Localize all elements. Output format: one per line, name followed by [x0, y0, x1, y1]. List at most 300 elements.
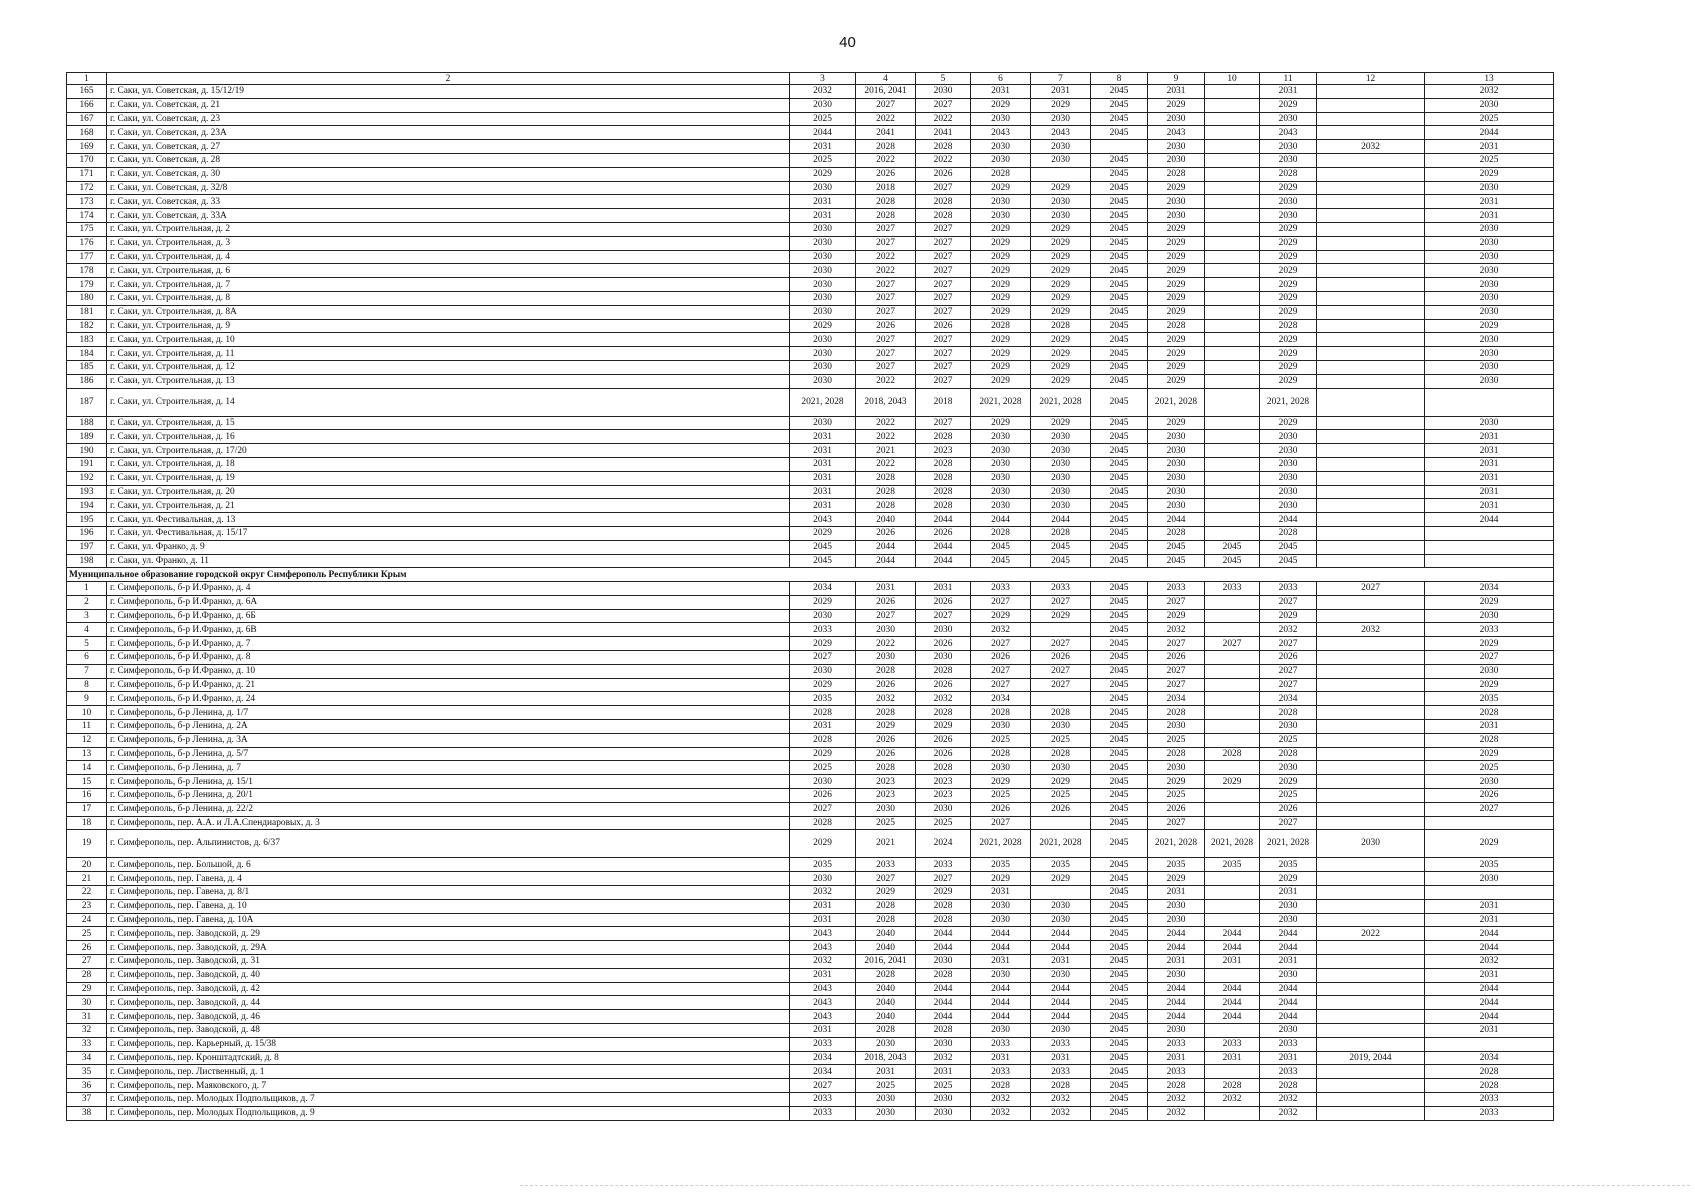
table-row — [67, 1092, 1554, 1106]
year-cell-col-13: 2031 — [1425, 1024, 1554, 1038]
year-cell-col-10 — [1205, 1106, 1260, 1120]
year-cell-col-11: 2030 — [1260, 209, 1317, 223]
row-number-cell: 193 — [67, 485, 107, 499]
year-cell-col-8: 2045 — [1091, 802, 1148, 816]
year-cell-col-5: 2028 — [916, 706, 971, 720]
table-row — [67, 333, 1554, 347]
year-cell-col-12 — [1317, 872, 1425, 886]
table-row — [67, 720, 1554, 734]
year-cell-col-7 — [1031, 692, 1091, 706]
year-cell-col-6: 2030 — [971, 112, 1031, 126]
year-cell-col-4: 2026 — [856, 167, 916, 181]
year-cell-col-8: 2045 — [1091, 85, 1148, 99]
year-cell-col-6: 2029 — [971, 264, 1031, 278]
year-cell-col-6: 2044 — [971, 1010, 1031, 1024]
year-cell-col-13: 2030 — [1425, 360, 1554, 374]
year-cell-col-4: 2044 — [856, 540, 916, 554]
year-cell-col-4: 2022 — [856, 416, 916, 430]
year-cell-col-3: 2035 — [790, 858, 856, 872]
year-cell-col-4: 2021 — [856, 830, 916, 858]
year-cell-col-6: 2029 — [971, 775, 1031, 789]
year-cell-col-3: 2031 — [790, 140, 856, 154]
year-cell-col-9: 2028 — [1148, 1079, 1205, 1093]
year-cell-col-13: 2044 — [1425, 996, 1554, 1010]
year-cell-col-13 — [1425, 886, 1554, 900]
year-cell-col-5: 2044 — [916, 927, 971, 941]
year-cell-col-12 — [1317, 913, 1425, 927]
address-cell: г. Саки, ул. Строительная, д. 18 — [107, 457, 790, 471]
year-cell-col-8: 2045 — [1091, 153, 1148, 167]
year-cell-col-5: 2030 — [916, 955, 971, 969]
year-cell-col-7: 2030 — [1031, 471, 1091, 485]
year-cell-col-12 — [1317, 761, 1425, 775]
year-cell-col-13: 2030 — [1425, 250, 1554, 264]
year-cell-col-6: 2044 — [971, 941, 1031, 955]
year-cell-col-10 — [1205, 1024, 1260, 1038]
table-row — [67, 582, 1554, 596]
year-cell-col-6: 2029 — [971, 181, 1031, 195]
year-cell-col-6: 2029 — [971, 278, 1031, 292]
year-cell-col-5: 2023 — [916, 775, 971, 789]
year-cell-col-6: 2033 — [971, 582, 1031, 596]
year-cell-col-10 — [1205, 167, 1260, 181]
year-cell-col-5: 2032 — [916, 692, 971, 706]
year-cell-col-4: 2027 — [856, 236, 916, 250]
year-cell-col-3: 2031 — [790, 457, 856, 471]
column-header: 5 — [916, 73, 971, 85]
column-header: 6 — [971, 73, 1031, 85]
row-number-cell: 171 — [67, 167, 107, 181]
year-cell-col-9: 2030 — [1148, 720, 1205, 734]
address-cell: г. Саки, ул. Строительная, д. 14 — [107, 388, 790, 416]
year-cell-col-8: 2045 — [1091, 609, 1148, 623]
year-cell-col-5: 2044 — [916, 941, 971, 955]
year-cell-col-3: 2030 — [790, 250, 856, 264]
year-cell-col-11: 2032 — [1260, 1092, 1317, 1106]
year-cell-col-3: 2031 — [790, 209, 856, 223]
year-cell-col-11: 2031 — [1260, 886, 1317, 900]
row-number-cell: 186 — [67, 374, 107, 388]
year-cell-col-11: 2030 — [1260, 471, 1317, 485]
row-number-cell: 11 — [67, 720, 107, 734]
year-cell-col-7: 2029 — [1031, 236, 1091, 250]
year-cell-col-12 — [1317, 209, 1425, 223]
year-cell-col-13: 2030 — [1425, 305, 1554, 319]
table-row — [67, 471, 1554, 485]
row-number-cell: 27 — [67, 955, 107, 969]
row-number-cell: 182 — [67, 319, 107, 333]
year-cell-col-9: 2044 — [1148, 996, 1205, 1010]
year-cell-col-5: 2027 — [916, 181, 971, 195]
table-row — [67, 140, 1554, 154]
year-cell-col-10 — [1205, 195, 1260, 209]
row-number-cell: 178 — [67, 264, 107, 278]
year-cell-col-5: 2030 — [916, 1092, 971, 1106]
year-cell-col-8: 2045 — [1091, 941, 1148, 955]
year-cell-col-13: 2030 — [1425, 236, 1554, 250]
year-cell-col-9: 2030 — [1148, 444, 1205, 458]
year-cell-col-13: 2031 — [1425, 430, 1554, 444]
year-cell-col-9: 2027 — [1148, 595, 1205, 609]
year-cell-col-12 — [1317, 706, 1425, 720]
year-cell-col-7: 2030 — [1031, 209, 1091, 223]
row-number-cell: 36 — [67, 1079, 107, 1093]
year-cell-col-6: 2034 — [971, 692, 1031, 706]
year-cell-col-7: 2031 — [1031, 1051, 1091, 1065]
year-cell-col-3: 2043 — [790, 927, 856, 941]
year-cell-col-7: 2030 — [1031, 1024, 1091, 1038]
year-cell-col-7: 2027 — [1031, 595, 1091, 609]
year-cell-col-6: 2028 — [971, 526, 1031, 540]
year-cell-col-7: 2029 — [1031, 609, 1091, 623]
year-cell-col-8: 2045 — [1091, 816, 1148, 830]
year-cell-col-6: 2028 — [971, 706, 1031, 720]
year-cell-col-13: 2031 — [1425, 485, 1554, 499]
year-cell-col-8: 2045 — [1091, 236, 1148, 250]
year-cell-col-4: 2026 — [856, 747, 916, 761]
year-cell-col-7: 2029 — [1031, 98, 1091, 112]
year-cell-col-7: 2026 — [1031, 651, 1091, 665]
year-cell-col-4: 2030 — [856, 802, 916, 816]
year-cell-col-5: 2027 — [916, 416, 971, 430]
column-header: 3 — [790, 73, 856, 85]
year-cell-col-9: 2030 — [1148, 968, 1205, 982]
year-cell-col-6: 2028 — [971, 319, 1031, 333]
table-row — [67, 664, 1554, 678]
year-cell-col-11: 2029 — [1260, 250, 1317, 264]
year-cell-col-3: 2031 — [790, 1024, 856, 1038]
address-cell: г. Симферополь, б-р И.Франко, д. 6В — [107, 623, 790, 637]
address-cell: г. Симферополь, б-р Ленина, д. 22/2 — [107, 802, 790, 816]
year-cell-col-8: 2045 — [1091, 181, 1148, 195]
year-cell-col-12 — [1317, 996, 1425, 1010]
year-cell-col-3: 2031 — [790, 444, 856, 458]
row-number-cell: 1 — [67, 582, 107, 596]
table-row — [67, 706, 1554, 720]
address-cell: г. Симферополь, б-р И.Франко, д. 24 — [107, 692, 790, 706]
table-row — [67, 830, 1554, 858]
year-cell-col-13: 2029 — [1425, 319, 1554, 333]
year-cell-col-6: 2028 — [971, 747, 1031, 761]
row-number-cell: 177 — [67, 250, 107, 264]
year-cell-col-7: 2044 — [1031, 927, 1091, 941]
row-number-cell: 37 — [67, 1092, 107, 1106]
year-cell-col-10 — [1205, 278, 1260, 292]
year-cell-col-5: 2032 — [916, 1051, 971, 1065]
year-cell-col-7: 2025 — [1031, 789, 1091, 803]
year-cell-col-10: 2028 — [1205, 747, 1260, 761]
year-cell-col-3: 2026 — [790, 789, 856, 803]
table-row — [67, 499, 1554, 513]
year-cell-col-9: 2029 — [1148, 250, 1205, 264]
row-number-cell: 167 — [67, 112, 107, 126]
year-cell-col-13: 2044 — [1425, 1010, 1554, 1024]
year-cell-col-11: 2029 — [1260, 98, 1317, 112]
year-cell-col-6: 2029 — [971, 609, 1031, 623]
year-cell-col-5: 2027 — [916, 347, 971, 361]
year-cell-col-13: 2027 — [1425, 651, 1554, 665]
year-cell-col-8: 2045 — [1091, 775, 1148, 789]
year-cell-col-5: 2030 — [916, 1106, 971, 1120]
year-cell-col-10 — [1205, 526, 1260, 540]
year-cell-col-13: 2028 — [1425, 1079, 1554, 1093]
year-cell-col-10 — [1205, 250, 1260, 264]
year-cell-col-10 — [1205, 789, 1260, 803]
year-cell-col-5: 2023 — [916, 789, 971, 803]
year-cell-col-6: 2028 — [971, 1079, 1031, 1093]
year-cell-col-7: 2029 — [1031, 416, 1091, 430]
year-cell-col-4: 2022 — [856, 374, 916, 388]
year-cell-col-9: 2034 — [1148, 692, 1205, 706]
table-row — [67, 416, 1554, 430]
row-number-cell: 175 — [67, 222, 107, 236]
year-cell-col-3: 2029 — [790, 637, 856, 651]
year-cell-col-4: 2028 — [856, 209, 916, 223]
year-cell-col-9: 2029 — [1148, 291, 1205, 305]
year-cell-col-5: 2027 — [916, 250, 971, 264]
year-cell-col-12 — [1317, 664, 1425, 678]
year-cell-col-13: 2031 — [1425, 471, 1554, 485]
year-cell-col-7: 2028 — [1031, 706, 1091, 720]
year-cell-col-10 — [1205, 706, 1260, 720]
row-number-cell: 9 — [67, 692, 107, 706]
year-cell-col-3: 2043 — [790, 1010, 856, 1024]
row-number-cell: 197 — [67, 540, 107, 554]
table-row — [67, 374, 1554, 388]
address-cell: г. Симферополь, пер. Карьерный, д. 15/38 — [107, 1037, 790, 1051]
year-cell-col-6: 2031 — [971, 886, 1031, 900]
year-cell-col-10 — [1205, 209, 1260, 223]
year-cell-col-5: 2041 — [916, 126, 971, 140]
year-cell-col-10 — [1205, 1065, 1260, 1079]
section-header-row — [67, 568, 1554, 582]
year-cell-col-11: 2029 — [1260, 333, 1317, 347]
year-cell-col-8: 2045 — [1091, 678, 1148, 692]
year-cell-col-7: 2035 — [1031, 858, 1091, 872]
year-cell-col-9: 2029 — [1148, 222, 1205, 236]
year-cell-col-5: 2027 — [916, 291, 971, 305]
year-cell-col-3: 2031 — [790, 499, 856, 513]
year-cell-col-11: 2031 — [1260, 955, 1317, 969]
year-cell-col-9: 2030 — [1148, 499, 1205, 513]
year-cell-col-6: 2030 — [971, 153, 1031, 167]
year-cell-col-9: 2045 — [1148, 540, 1205, 554]
year-cell-col-9: 2029 — [1148, 305, 1205, 319]
year-cell-col-7: 2030 — [1031, 899, 1091, 913]
year-cell-col-10: 2045 — [1205, 554, 1260, 568]
year-cell-col-7: 2044 — [1031, 941, 1091, 955]
year-cell-col-6: 2030 — [971, 761, 1031, 775]
year-cell-col-3: 2030 — [790, 872, 856, 886]
address-cell: г. Саки, ул. Франко, д. 9 — [107, 540, 790, 554]
year-cell-col-13: 2031 — [1425, 720, 1554, 734]
address-cell: г. Симферополь, пер. Заводской, д. 48 — [107, 1024, 790, 1038]
year-cell-col-8: 2045 — [1091, 692, 1148, 706]
year-cell-col-13: 2034 — [1425, 1051, 1554, 1065]
year-cell-col-10 — [1205, 651, 1260, 665]
year-cell-col-6: 2033 — [971, 1037, 1031, 1051]
year-cell-col-10: 2033 — [1205, 582, 1260, 596]
year-cell-col-10 — [1205, 416, 1260, 430]
year-cell-col-13: 2033 — [1425, 1106, 1554, 1120]
year-cell-col-10 — [1205, 222, 1260, 236]
year-cell-col-12 — [1317, 747, 1425, 761]
address-cell: г. Симферополь, б-р Ленина, д. 20/1 — [107, 789, 790, 803]
address-cell: г. Симферополь, пер. Лиственный, д. 1 — [107, 1065, 790, 1079]
year-cell-col-9: 2031 — [1148, 886, 1205, 900]
row-number-cell: 169 — [67, 140, 107, 154]
year-cell-col-13: 2029 — [1425, 830, 1554, 858]
table-row — [67, 872, 1554, 886]
year-cell-col-8: 2045 — [1091, 982, 1148, 996]
year-cell-col-5: 2026 — [916, 747, 971, 761]
year-cell-col-11: 2044 — [1260, 1010, 1317, 1024]
year-cell-col-13: 2029 — [1425, 595, 1554, 609]
year-cell-col-8: 2045 — [1091, 955, 1148, 969]
year-cell-col-8: 2045 — [1091, 1024, 1148, 1038]
year-cell-col-3: 2045 — [790, 554, 856, 568]
section-title: Муниципальное образование городской округ Симферополь Республики Крым — [67, 568, 1554, 582]
year-cell-col-11: 2027 — [1260, 637, 1317, 651]
column-header: 8 — [1091, 73, 1148, 85]
address-cell: г. Симферополь, пер. Альпинистов, д. 6/37 — [107, 830, 790, 858]
year-cell-col-8: 2045 — [1091, 264, 1148, 278]
year-cell-col-10: 2035 — [1205, 858, 1260, 872]
year-cell-col-10 — [1205, 872, 1260, 886]
year-cell-col-4: 2027 — [856, 609, 916, 623]
year-cell-col-8 — [1091, 140, 1148, 154]
address-cell: г. Саки, ул. Строительная, д. 4 — [107, 250, 790, 264]
year-cell-col-12 — [1317, 278, 1425, 292]
year-cell-col-4: 2027 — [856, 305, 916, 319]
year-cell-col-13: 2029 — [1425, 678, 1554, 692]
year-cell-col-11: 2029 — [1260, 291, 1317, 305]
year-cell-col-8: 2045 — [1091, 830, 1148, 858]
year-cell-col-12 — [1317, 540, 1425, 554]
year-cell-col-6: 2032 — [971, 623, 1031, 637]
year-cell-col-11: 2027 — [1260, 664, 1317, 678]
address-cell: г. Симферополь, пер. Заводской, д. 29 — [107, 927, 790, 941]
table-row — [67, 1010, 1554, 1024]
address-cell: г. Саки, ул. Строительная, д. 16 — [107, 430, 790, 444]
row-number-cell: 190 — [67, 444, 107, 458]
year-cell-col-3: 2045 — [790, 540, 856, 554]
year-cell-col-5: 2023 — [916, 444, 971, 458]
address-cell: г. Саки, ул. Строительная, д. 13 — [107, 374, 790, 388]
year-cell-col-11: 2030 — [1260, 195, 1317, 209]
table-row — [67, 278, 1554, 292]
address-cell: г. Симферополь, пер. Заводской, д. 46 — [107, 1010, 790, 1024]
year-cell-col-5: 2027 — [916, 360, 971, 374]
address-cell: г. Симферополь, б-р Ленина, д. 15/1 — [107, 775, 790, 789]
table-row — [67, 264, 1554, 278]
year-cell-col-8: 2045 — [1091, 706, 1148, 720]
address-cell: г. Саки, ул. Строительная, д. 12 — [107, 360, 790, 374]
address-cell: г. Симферополь, пер. Гавена, д. 10 — [107, 899, 790, 913]
year-cell-col-3: 2030 — [790, 291, 856, 305]
year-cell-col-3: 2033 — [790, 623, 856, 637]
table-row — [67, 1037, 1554, 1051]
table-row — [67, 747, 1554, 761]
year-cell-col-5: 2027 — [916, 222, 971, 236]
year-cell-col-7: 2031 — [1031, 955, 1091, 969]
table-body — [67, 73, 1554, 1121]
year-cell-col-7: 2030 — [1031, 195, 1091, 209]
table-row — [67, 526, 1554, 540]
year-cell-col-8: 2045 — [1091, 347, 1148, 361]
year-cell-col-6: 2030 — [971, 499, 1031, 513]
year-cell-col-13: 2030 — [1425, 664, 1554, 678]
year-cell-col-5: 2024 — [916, 830, 971, 858]
year-cell-col-9: 2045 — [1148, 554, 1205, 568]
year-cell-col-12 — [1317, 333, 1425, 347]
year-cell-col-10 — [1205, 319, 1260, 333]
year-cell-col-3: 2043 — [790, 996, 856, 1010]
year-cell-col-12 — [1317, 291, 1425, 305]
year-cell-col-11: 2031 — [1260, 85, 1317, 99]
year-cell-col-4: 2030 — [856, 1106, 916, 1120]
year-cell-col-9: 2030 — [1148, 761, 1205, 775]
year-cell-col-3: 2025 — [790, 153, 856, 167]
year-cell-col-3: 2031 — [790, 913, 856, 927]
year-cell-col-11: 2030 — [1260, 899, 1317, 913]
year-cell-col-9: 2029 — [1148, 609, 1205, 623]
year-cell-col-4: 2022 — [856, 250, 916, 264]
year-cell-col-11: 2029 — [1260, 181, 1317, 195]
year-cell-col-8: 2045 — [1091, 444, 1148, 458]
year-cell-col-3: 2029 — [790, 319, 856, 333]
year-cell-col-9: 2027 — [1148, 678, 1205, 692]
year-cell-col-3: 2032 — [790, 886, 856, 900]
year-cell-col-8: 2045 — [1091, 485, 1148, 499]
year-cell-col-12 — [1317, 167, 1425, 181]
year-cell-col-8: 2045 — [1091, 623, 1148, 637]
year-cell-col-8: 2045 — [1091, 761, 1148, 775]
row-number-cell: 173 — [67, 195, 107, 209]
year-cell-col-8: 2045 — [1091, 250, 1148, 264]
year-cell-col-4: 2018 — [856, 181, 916, 195]
year-cell-col-4: 2028 — [856, 899, 916, 913]
year-cell-col-8: 2045 — [1091, 747, 1148, 761]
year-cell-col-9: 2030 — [1148, 1024, 1205, 1038]
year-cell-col-9: 2044 — [1148, 1010, 1205, 1024]
year-cell-col-9: 2026 — [1148, 651, 1205, 665]
year-cell-col-10: 2044 — [1205, 982, 1260, 996]
year-cell-col-11: 2026 — [1260, 651, 1317, 665]
row-number-cell: 6 — [67, 651, 107, 665]
year-cell-col-5: 2026 — [916, 637, 971, 651]
year-cell-col-8: 2045 — [1091, 789, 1148, 803]
year-cell-col-13: 2033 — [1425, 623, 1554, 637]
year-cell-col-4: 2028 — [856, 913, 916, 927]
year-cell-col-13: 2030 — [1425, 609, 1554, 623]
year-cell-col-13: 2030 — [1425, 222, 1554, 236]
year-cell-col-4: 2026 — [856, 319, 916, 333]
row-number-cell: 3 — [67, 609, 107, 623]
year-cell-col-11: 2028 — [1260, 747, 1317, 761]
table-row — [67, 802, 1554, 816]
address-cell: г. Саки, ул. Строительная, д. 8А — [107, 305, 790, 319]
table-row — [67, 167, 1554, 181]
year-cell-col-6: 2030 — [971, 140, 1031, 154]
year-cell-col-9: 2033 — [1148, 1037, 1205, 1051]
year-cell-col-10: 2029 — [1205, 775, 1260, 789]
year-cell-col-12 — [1317, 444, 1425, 458]
year-cell-col-9: 2043 — [1148, 126, 1205, 140]
year-cell-col-10 — [1205, 513, 1260, 527]
year-cell-col-11: 2029 — [1260, 416, 1317, 430]
year-cell-col-6: 2033 — [971, 1065, 1031, 1079]
